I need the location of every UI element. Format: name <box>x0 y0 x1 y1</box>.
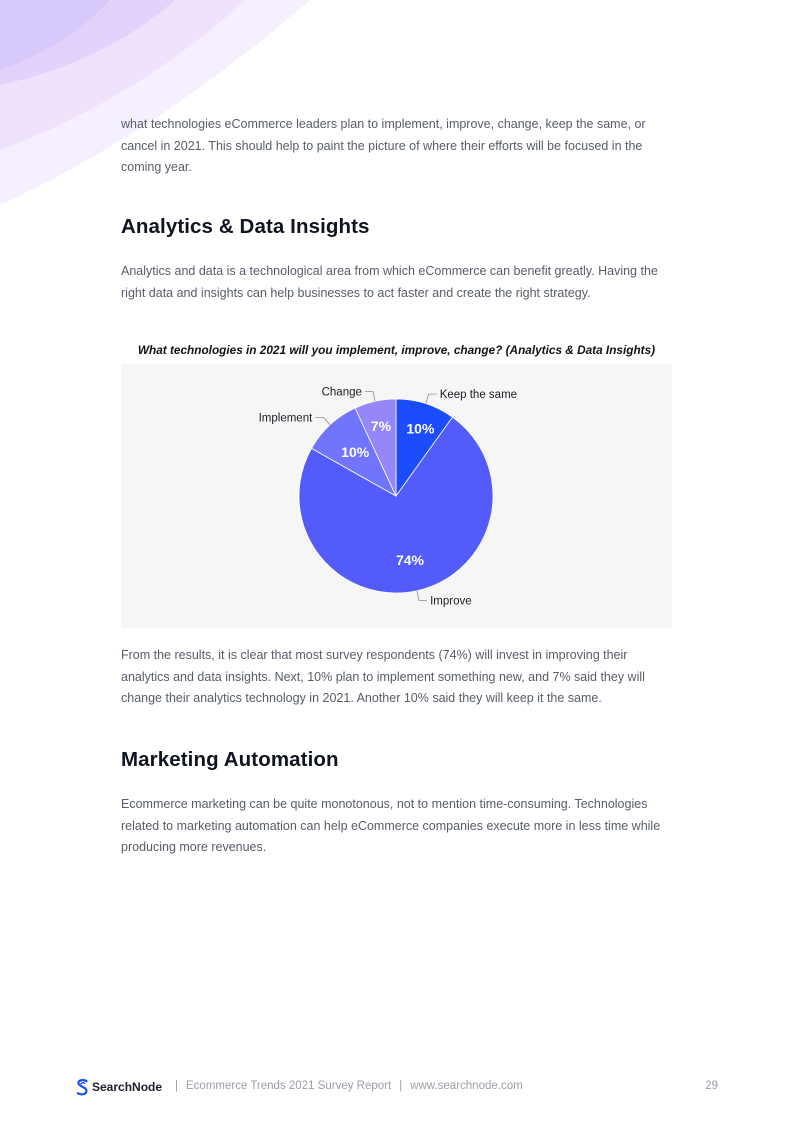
pie-percent-label-keep-the-same: 10% <box>406 420 435 437</box>
chart-title: What technologies in 2021 will you implement, improve, change? (Analytics & Data Insights) <box>137 343 656 357</box>
pie-leader-line-implement <box>315 418 330 425</box>
pie-leader-line-improve <box>417 591 427 601</box>
page-footer <box>76 1078 718 1096</box>
pie-percent-label-implement: 10% <box>341 443 370 460</box>
page-number: 29 <box>705 1080 718 1092</box>
footer-separator: | <box>399 1080 403 1092</box>
footer-logo <box>76 1078 162 1096</box>
marketing-paragraph: Ecommerce marketing can be quite monotonous, not to mention time-consuming. Technologies related to marketing automation can help eCommerce companies execute more in less time while producing more revenues. <box>121 797 661 854</box>
pie-percent-label-change: 7% <box>370 417 392 434</box>
pie-category-label-improve: Improve <box>430 595 472 608</box>
analytics-intro <box>121 261 672 304</box>
analytics-results <box>121 645 672 710</box>
pie-chart <box>121 364 672 628</box>
pie-leader-line-change <box>365 392 375 402</box>
results-paragraph: From the results, it is clear that most survey respondents (74%) will invest in improving their analytics and data insights. Next, 10% plan to implement something new, and 7% said they will change their analytics technology in 2021. Another 10% said they will keep it the same. <box>121 648 645 705</box>
footer-separator: | <box>175 1080 178 1092</box>
pie-category-label-implement: Implement <box>258 412 313 425</box>
pie-chart-container <box>121 364 672 628</box>
marketing-intro <box>121 794 672 859</box>
footer-website-link[interactable]: www.searchnode.com <box>410 1080 523 1092</box>
searchnode-s-logo-icon <box>76 1079 89 1096</box>
section-heading-marketing: Marketing Automation <box>121 748 339 771</box>
pie-category-label-keep-the-same: Keep the same <box>439 389 518 402</box>
analytics-paragraph: Analytics and data is a technological area from which eCommerce can benefit greatly. Having the right data and insights can help businesses to act faster and create the right strategy. <box>121 264 658 300</box>
footer-meta <box>167 1080 523 1092</box>
pie-percent-label-improve: 74% <box>395 552 425 568</box>
pie-category-label-change: Change <box>321 386 362 399</box>
footer-report-title: Ecommerce Trends 2021 Survey Report <box>186 1080 392 1092</box>
intro-section <box>121 114 672 179</box>
intro-paragraph: what technologies eCommerce leaders plan to implement, improve, change, keep the same, or cancel in 2021. This should help to paint the picture of where their efforts will be focused in the coming year. <box>121 117 646 174</box>
corner-decoration <box>0 0 320 220</box>
section-heading-analytics: Analytics & Data Insights <box>121 215 370 238</box>
footer-brand: SearchNode <box>92 1080 163 1094</box>
pie-leader-line-keep-the-same <box>426 394 437 404</box>
